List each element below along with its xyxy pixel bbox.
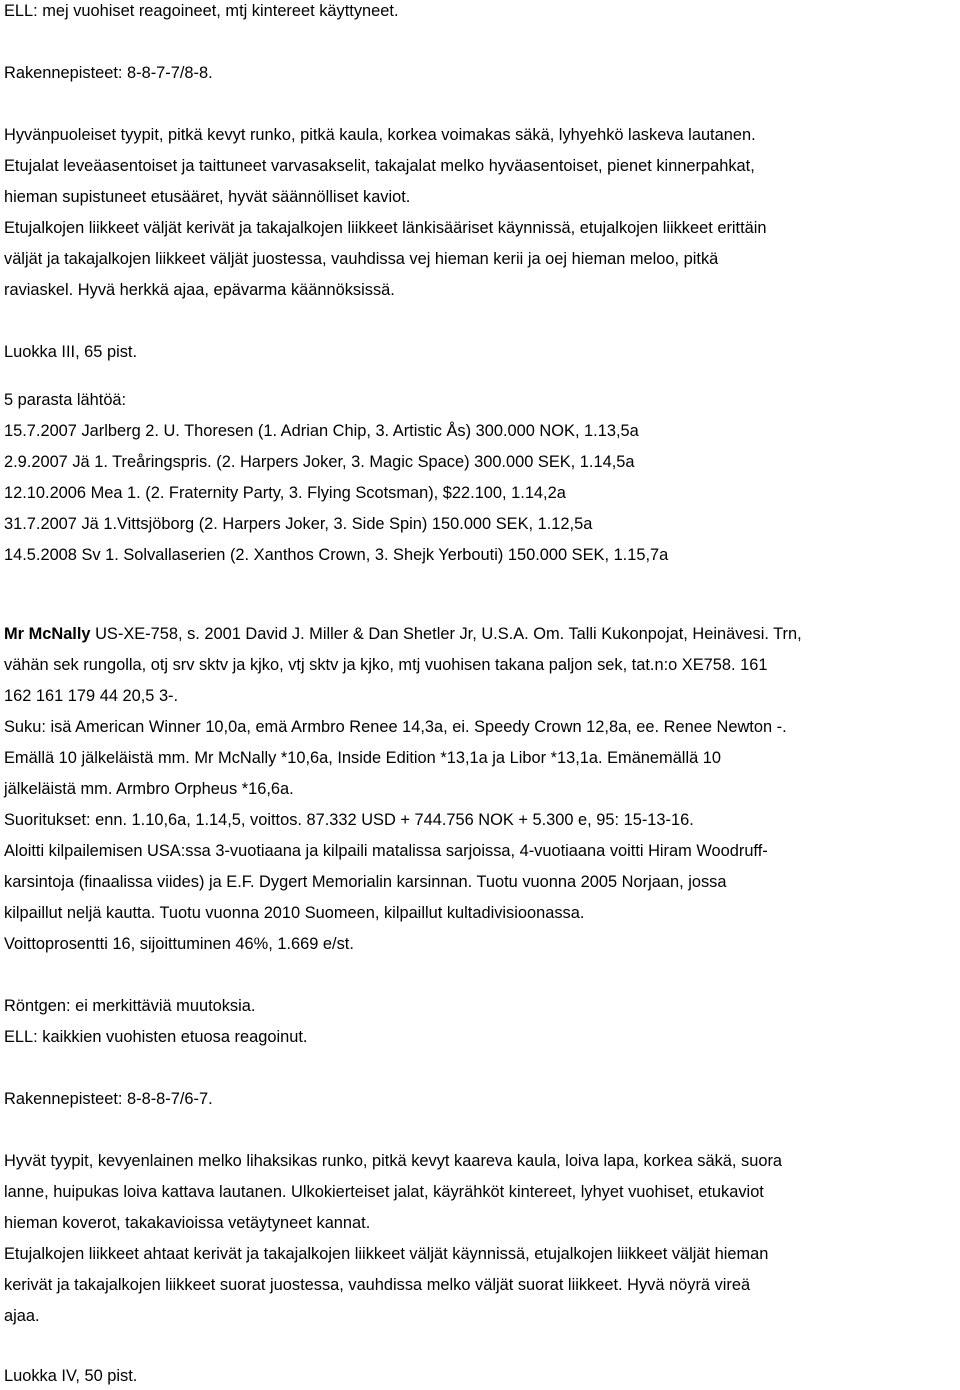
intro-line: Suku: isä American Winner 10,0a, emä Armbro Renee 14,3a, ei. Speedy Crown 12,8a, ee. Renee Newton -. [4,718,787,736]
description-line: Etujalkojen liikkeet ahtaat kerivät ja takajalkojen liikkeet väljät käynnissä, etujalkojen liikkeet väljät hieman [4,1245,769,1263]
starts-heading: 5 parasta lähtöä: [4,391,127,409]
start-row: 12.10.2006 Mea 1. (2. Fraternity Party, 3. Flying Scotsman), $22.100, 1.14,2a [4,484,566,502]
horse-intro-text: US-XE-758, s. 2001 David J. Miller & Dan Shetler Jr, U.S.A. Om. Talli Kukonpojat, Heinävesi. Trn, [90,625,802,643]
luokka-line: Luokka III, 65 pist. [4,343,138,361]
intro-line: Aloitti kilpailemisen USA:ssa 3-vuotiaana ja kilpaili matalissa sarjoissa, 4-vuotiaana voitti Hiram Woodruff- [4,842,768,860]
rakennepisteet-line: Rakennepisteet: 8-8-8-7/6-7. [4,1090,213,1108]
horse-intro-line [4,624,802,644]
start-row: 15.7.2007 Jarlberg 2. U. Thoresen (1. Adrian Chip, 3. Artistic Ås) 300.000 NOK, 1.13,5a [4,422,639,440]
intro-line: Voittoprosentti 16, sijoittuminen 46%, 1.669 e/st. [4,935,354,953]
start-row: 2.9.2007 Jä 1. Treåringspris. (2. Harpers Joker, 3. Magic Space) 300.000 SEK, 1.14,5a [4,453,635,471]
description-line: Etujalkojen liikkeet väljät kerivät ja takajalkojen liikkeet länkisääriset käynnissä, etujalkojen liikkeet erittäin [4,219,767,237]
description-line: Hyvänpuoleiset tyypit, pitkä kevyt runko, pitkä kaula, korkea voimakas säkä, lyhyehkö laskeva lautanen. [4,126,756,144]
start-row: 14.5.2008 Sv 1. Solvallaserien (2. Xanthos Crown, 3. Shejk Yerbouti) 150.000 SEK, 1.15,7a [4,546,669,564]
description-line: raviaskel. Hyvä herkkä ajaa, epävarma käännöksissä. [4,281,395,299]
rakennepisteet-line: Rakennepisteet: 8-8-7-7/8-8. [4,64,213,82]
description-line: hieman koverot, takakavioissa vetäytyneet kannat. [4,1214,371,1232]
luokka-line: Luokka IV, 50 pist. [4,1367,138,1385]
intro-line: vähän sek rungolla, otj srv sktv ja kjko, vtj sktv ja kjko, mtj vuohisen takana paljon sek, tat.n:o XE758. 161 [4,656,768,674]
start-row: 31.7.2007 Jä 1.Vittsjöborg (2. Harpers Joker, 3. Side Spin) 150.000 SEK, 1.12,5a [4,515,593,533]
description-line: hieman supistuneet etusääret, hyvät säännölliset kaviot. [4,188,411,206]
ell-line: ELL: kaikkien vuohisten etuosa reagoinut. [4,1028,308,1046]
intro-line: jälkeläistä mm. Armbro Orpheus *16,6a. [4,780,294,798]
description-line: kerivät ja takajalkojen liikkeet suorat juostessa, vauhdissa melko väljät suorat liikkeet. Hyvä nöyrä vireä [4,1276,751,1294]
rontgen-line: Röntgen: ei merkittäviä muutoksia. [4,997,256,1015]
description-line: väljät ja takajalkojen liikkeet väljät juostessa, vauhdissa vej hieman kerii ja oej hieman meloo, pitkä [4,250,719,268]
intro-line: Suoritukset: enn. 1.10,6a, 1.14,5, voittos. 87.332 USD + 744.756 NOK + 5.300 e, 95: 15-13-16. [4,811,694,829]
description-line: Etujalat leveäasentoiset ja taittuneet varvasakselit, takajalat melko hyväasentoiset, pienet kinnerpahkat, [4,157,755,175]
description-line: ajaa. [4,1307,40,1325]
intro-line: 162 161 179 44 20,5 3-. [4,687,179,705]
description-line: lanne, huipukas loiva kattava lautanen. Ulkokierteiset jalat, käyrähköt kintereet, lyhyet vuohiset, etukaviot [4,1183,764,1201]
description-line: Hyvät tyypit, kevyenlainen melko lihaksikas runko, pitkä kevyt kaareva kaula, loiva lapa, korkea säkä, suora [4,1152,783,1170]
ell-line: ELL: mej vuohiset reagoineet, mtj kintereet käyttyneet. [4,2,399,20]
intro-line: Emällä 10 jälkeläistä mm. Mr McNally *10,6a, Inside Edition *13,1a ja Libor *13,1a. Emänemällä 10 [4,749,721,767]
horse-name: Mr McNally [4,625,91,643]
intro-line: karsintoja (finaalissa viides) ja E.F. Dygert Memorialin karsinnan. Tuotu vuonna 2005 Norjaan, jossa [4,873,727,891]
intro-line: kilpaillut neljä kautta. Tuotu vuonna 2010 Suomeen, kilpaillut kultadivisioonassa. [4,904,585,922]
